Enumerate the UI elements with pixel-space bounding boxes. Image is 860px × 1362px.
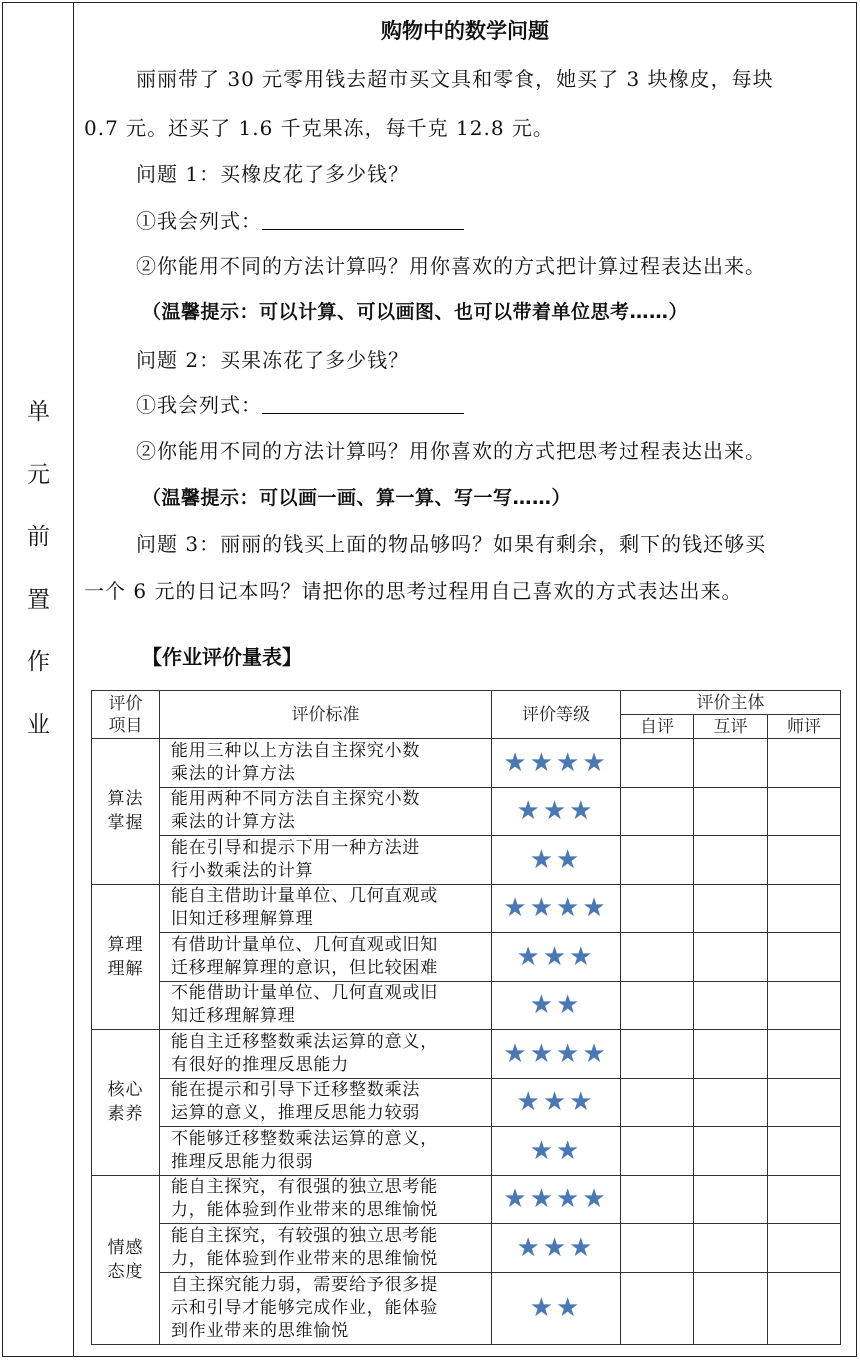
criteria-line: 推理反思能力很弱 (171, 1151, 314, 1172)
star-rating-cell (492, 1224, 621, 1273)
self-eval-cell[interactable] (621, 1030, 694, 1079)
category-line: 掌握 (107, 813, 144, 834)
criteria-line: 到作业带来的思维愉悦 (171, 1320, 349, 1341)
side-label-char: 作 (27, 649, 50, 675)
intro-line-2: 0.7 元。还买了 1.6 千克果冻，每千克 12.8 元。 (84, 116, 554, 140)
star-rating-cell (492, 739, 621, 788)
star-icon: ★ (569, 796, 596, 827)
intro-line-1: 丽丽带了 30 元零用钱去超市买文具和零食，她买了 3 块橡皮，每块 (136, 67, 774, 91)
side-label-char: 前 (27, 524, 50, 550)
side-label-char: 单 (27, 399, 50, 425)
teacher-eval-cell[interactable] (768, 933, 841, 982)
star-icon: ★ (556, 990, 583, 1021)
criteria-cell (160, 1175, 492, 1224)
peer-eval-cell[interactable] (694, 1175, 768, 1224)
peer-eval-cell[interactable] (694, 1030, 768, 1079)
criteria-cell (160, 787, 492, 836)
star-rating-cell (492, 884, 621, 933)
self-eval-cell[interactable] (621, 1224, 694, 1273)
star-rating-cell (492, 836, 621, 885)
table-row (92, 884, 841, 933)
criteria-line: 能自主探究，有较强的独立思考能 (171, 1225, 438, 1246)
teacher-eval-cell[interactable] (768, 981, 841, 1030)
teacher-eval-cell[interactable] (768, 1127, 841, 1176)
star-icon: ★ (582, 1184, 609, 1215)
criteria-line: 能自主借助计量单位、几何直观或 (171, 886, 438, 907)
q1-method: ②你能用不同的方法计算吗？用你喜欢的方式把计算过程表达出来。 (136, 254, 766, 278)
star-rating-cell (492, 1127, 621, 1176)
page-title: 购物中的数学问题 (381, 19, 549, 43)
category-line: 核心 (107, 1080, 144, 1101)
category-line: 素养 (107, 1104, 144, 1125)
category-line: 算理 (107, 934, 144, 955)
criteria-cell (160, 1272, 492, 1344)
category-line: 算法 (107, 789, 144, 810)
criteria-line: 迁移理解算理的意识，但比较困难 (171, 957, 438, 978)
star-icon: ★ (529, 844, 556, 875)
teacher-eval-cell[interactable] (768, 1272, 841, 1344)
table-row (92, 1030, 841, 1079)
teacher-eval-cell[interactable] (768, 1030, 841, 1079)
star-icon: ★ (556, 1184, 583, 1215)
star-icon: ★ (556, 1135, 583, 1166)
teacher-eval-cell[interactable] (768, 1078, 841, 1127)
star-icon: ★ (556, 747, 583, 778)
table-row (92, 1272, 841, 1344)
header-subject: 评价主体 (621, 691, 841, 715)
star-icon: ★ (529, 1038, 556, 1069)
header-item-line: 项目 (108, 715, 143, 736)
star-icon: ★ (556, 1293, 583, 1323)
star-rating-cell (492, 933, 621, 982)
side-label (3, 381, 74, 756)
star-icon: ★ (529, 1135, 556, 1166)
self-eval-cell[interactable] (621, 739, 694, 788)
self-eval-cell[interactable] (621, 787, 694, 836)
category-line: 情感 (107, 1237, 144, 1258)
star-icon: ★ (569, 1232, 596, 1263)
q2-method: ②你能用不同的方法计算吗？用你喜欢的方式把思考过程表达出来。 (136, 439, 766, 463)
criteria-line: 力，能体验到作业带来的思维愉悦 (171, 1248, 438, 1269)
q2-hint: （温馨提示：可以画一画、算一算、写一写……） (142, 487, 572, 509)
peer-eval-cell[interactable] (694, 884, 768, 933)
self-eval-cell[interactable] (621, 1272, 694, 1344)
star-rating-cell (492, 1272, 621, 1344)
star-icon: ★ (529, 990, 556, 1021)
header-peer: 互评 (694, 715, 768, 739)
criteria-line: 示和引导才能够完成作业，能体验 (171, 1297, 438, 1318)
document-frame (2, 2, 857, 1357)
table-row (92, 981, 841, 1030)
star-icon: ★ (542, 1087, 570, 1118)
criteria-cell (160, 1127, 492, 1176)
teacher-eval-cell[interactable] (768, 1175, 841, 1224)
table-row (92, 1127, 841, 1176)
peer-eval-cell[interactable] (694, 787, 768, 836)
self-eval-cell[interactable] (621, 981, 694, 1030)
table-row (92, 933, 841, 982)
star-rating-cell (492, 1030, 621, 1079)
q1-formula-label: ①我会列式： (136, 209, 262, 233)
q2-formula-label: ①我会列式： (136, 393, 262, 417)
teacher-eval-cell[interactable] (768, 739, 841, 788)
side-column (3, 3, 74, 1356)
criteria-line: 能在提示和引导下迁移整数乘法 (171, 1080, 421, 1101)
rubric-title: 【作业评价量表】 (142, 645, 302, 669)
q1-formula-line (84, 205, 846, 234)
criteria-line: 不能够迁移整数乘法运算的意义， (171, 1128, 438, 1149)
peer-eval-cell[interactable] (694, 1272, 768, 1344)
teacher-eval-cell[interactable] (768, 1224, 841, 1273)
star-icon: ★ (529, 747, 556, 778)
criteria-line: 有很好的推理反思能力 (171, 1054, 349, 1075)
table-row (92, 836, 841, 885)
peer-eval-cell[interactable] (694, 739, 768, 788)
q1-title: 问题 1：买橡皮花了多少钱？ (136, 162, 410, 186)
peer-eval-cell[interactable] (694, 1224, 768, 1273)
star-icon: ★ (503, 747, 530, 778)
star-icon: ★ (529, 893, 556, 924)
criteria-cell (160, 1030, 492, 1079)
star-icon: ★ (516, 941, 543, 972)
q2-title: 问题 2：买果冻花了多少钱？ (136, 348, 410, 372)
category-line: 理解 (107, 958, 144, 979)
criteria-cell (160, 739, 492, 788)
star-icon: ★ (582, 893, 609, 924)
rubric-body (92, 739, 841, 1345)
header-teacher: 师评 (768, 715, 841, 739)
q2-formula-line (84, 389, 846, 418)
table-row (92, 739, 841, 788)
criteria-line: 能在引导和提示下用一种方法进 (171, 837, 421, 858)
peer-eval-cell[interactable] (694, 1127, 768, 1176)
header-item (92, 691, 160, 739)
q2-answer-blank[interactable] (262, 393, 464, 414)
category-cell (92, 1030, 160, 1176)
criteria-line: 力，能体验到作业带来的思维愉悦 (171, 1200, 438, 1221)
criteria-cell (160, 1078, 492, 1127)
teacher-eval-cell[interactable] (768, 787, 841, 836)
criteria-line: 有借助计量单位、几何直观或旧知 (171, 934, 438, 955)
self-eval-cell[interactable] (621, 1078, 694, 1127)
category-cell (92, 884, 160, 1030)
side-label-char: 元 (27, 461, 50, 488)
criteria-line: 运算的意义，推理反思能力较弱 (171, 1103, 421, 1124)
star-icon: ★ (556, 844, 583, 875)
criteria-line: 能自主探究，有很强的独立思考能 (171, 1177, 438, 1198)
self-eval-cell[interactable] (621, 836, 694, 885)
criteria-line: 知迁移理解算理 (171, 1006, 296, 1027)
star-icon: ★ (569, 941, 596, 972)
star-icon: ★ (503, 1184, 530, 1215)
star-icon: ★ (582, 747, 609, 778)
star-icon: ★ (542, 941, 570, 972)
star-icon: ★ (556, 893, 583, 924)
star-icon: ★ (516, 1232, 543, 1263)
criteria-line: 旧知迁移理解算理 (171, 909, 314, 930)
criteria-cell (160, 884, 492, 933)
star-icon: ★ (503, 893, 530, 924)
star-rating-cell (492, 1078, 621, 1127)
category-line: 态度 (107, 1261, 144, 1282)
star-icon: ★ (516, 796, 543, 827)
criteria-cell (160, 933, 492, 982)
header-level: 评价等级 (492, 691, 621, 739)
criteria-line: 自主探究能力弱，需要给予很多提 (171, 1274, 438, 1295)
criteria-line: 能自主迁移整数乘法运算的意义， (171, 1031, 438, 1052)
q1-hint: （温馨提示：可以计算、可以画图、也可以带着单位思考……） (142, 301, 689, 323)
side-label-char: 业 (27, 711, 50, 738)
category-cell (92, 739, 160, 885)
criteria-line: 不能借助计量单位、几何直观或旧 (171, 983, 438, 1004)
table-row (92, 787, 841, 836)
criteria-cell (160, 1224, 492, 1273)
q3-line-2: 一个 6 元的日记本吗？请把你的思考过程用自己喜欢的方式表达出来。 (84, 579, 743, 603)
category-cell (92, 1175, 160, 1344)
star-icon: ★ (516, 1087, 543, 1118)
table-row (92, 1175, 841, 1224)
header-self: 自评 (621, 715, 694, 739)
self-eval-cell[interactable] (621, 1175, 694, 1224)
self-eval-cell[interactable] (621, 933, 694, 982)
peer-eval-cell[interactable] (694, 981, 768, 1030)
star-icon: ★ (503, 1038, 530, 1069)
criteria-line: 能用两种不同方法自主探究小数 (171, 789, 421, 810)
criteria-line: 行小数乘法的计算 (171, 860, 314, 881)
header-item-line: 评价 (108, 693, 143, 714)
teacher-eval-cell[interactable] (768, 884, 841, 933)
self-eval-cell[interactable] (621, 884, 694, 933)
header-criteria: 评价标准 (160, 691, 492, 739)
star-rating-cell (492, 1175, 621, 1224)
peer-eval-cell[interactable] (694, 836, 768, 885)
criteria-line: 能用三种以上方法自主探究小数 (171, 740, 421, 761)
evaluation-rubric-table (91, 690, 841, 1345)
star-icon: ★ (529, 1184, 556, 1215)
table-row (92, 1224, 841, 1273)
peer-eval-cell[interactable] (694, 1078, 768, 1127)
criteria-cell (160, 836, 492, 885)
self-eval-cell[interactable] (621, 1127, 694, 1176)
star-rating-cell (492, 787, 621, 836)
peer-eval-cell[interactable] (694, 933, 768, 982)
criteria-line: 乘法的计算方法 (171, 763, 296, 784)
star-icon: ★ (582, 1038, 609, 1069)
star-icon: ★ (529, 1293, 556, 1323)
q3-line-1: 问题 3：丽丽的钱买上面的物品够吗？如果有剩余，剩下的钱还够买 (136, 532, 767, 556)
teacher-eval-cell[interactable] (768, 836, 841, 885)
side-label-char: 置 (27, 586, 50, 613)
table-row (92, 1078, 841, 1127)
star-icon: ★ (556, 1038, 583, 1069)
criteria-line: 乘法的计算方法 (171, 812, 296, 833)
star-rating-cell (492, 981, 621, 1030)
star-icon: ★ (542, 796, 570, 827)
star-icon: ★ (569, 1087, 596, 1118)
star-icon: ★ (542, 1232, 570, 1263)
q1-answer-blank[interactable] (262, 209, 464, 230)
criteria-cell (160, 981, 492, 1030)
